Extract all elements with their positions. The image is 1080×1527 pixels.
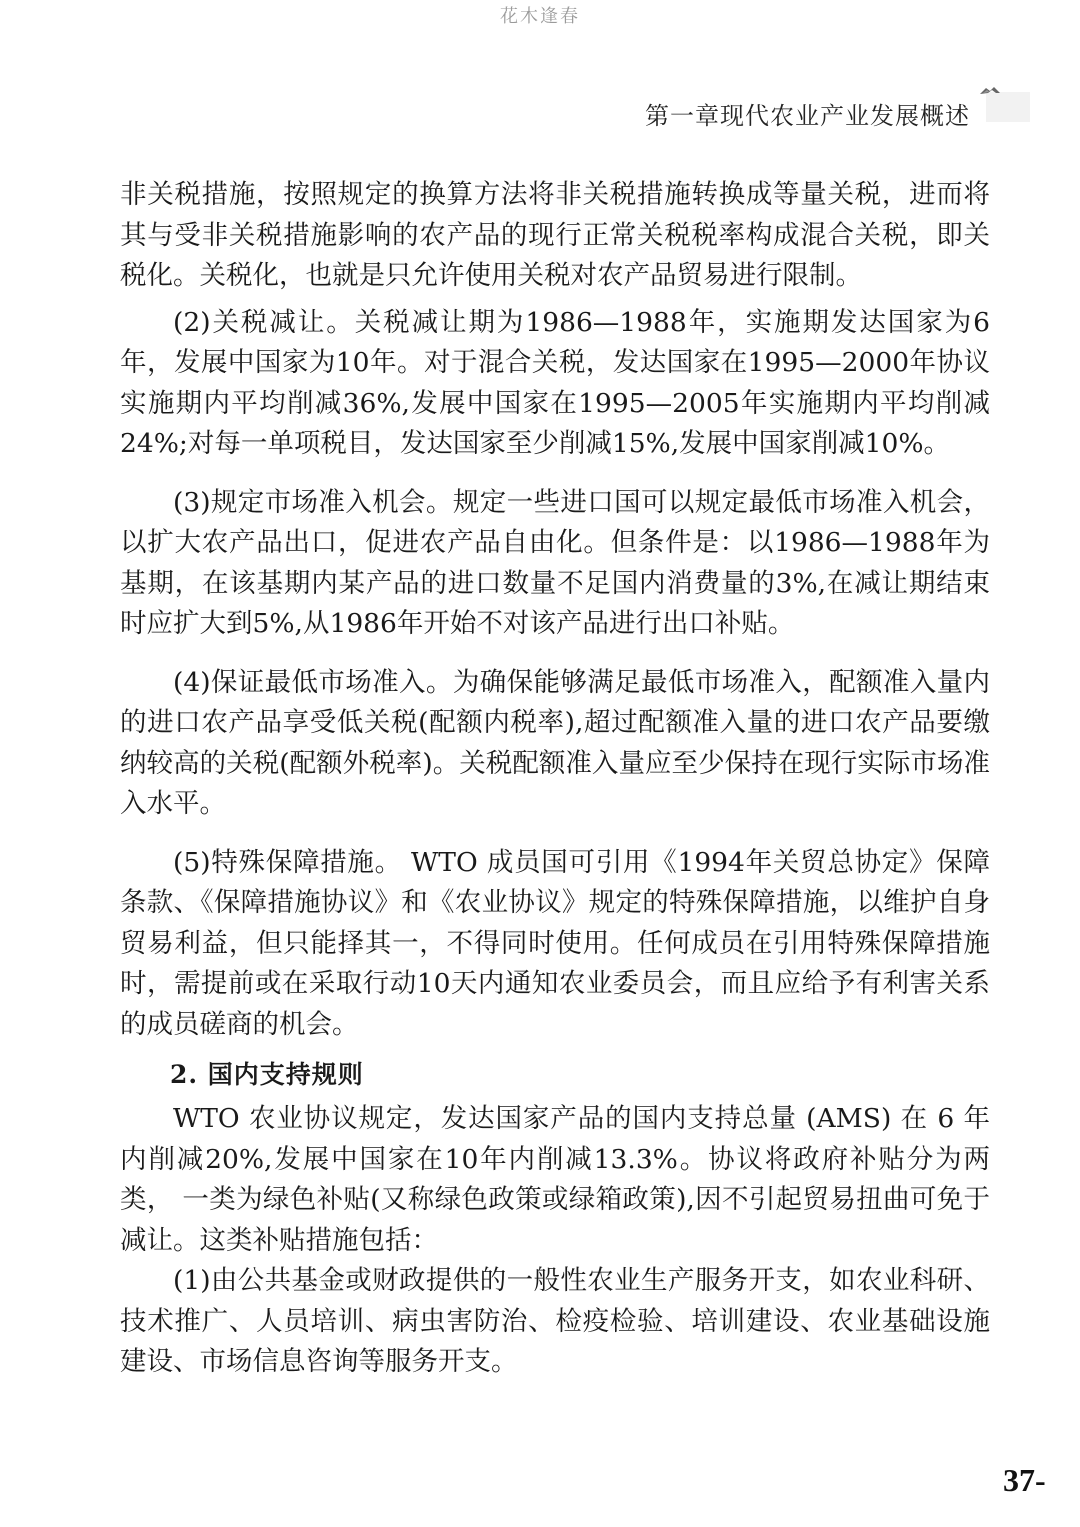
mountain-ornament-icon bbox=[978, 84, 1032, 124]
paragraph-minimum-market-access: (4)保证最低市场准入。为确保能够满足最低市场准入，配额准入量内的进口农产品享受低关税(配额内税率),超过配额准入量的进口农产品要缴纳较高的关税(配额外税率)。关税配额准入量应至少保持在现行实际市场准入水平。 bbox=[120, 666, 990, 819]
running-header: 第一章现代农业产业发展概述 bbox=[645, 102, 970, 130]
page-body bbox=[120, 175, 990, 1383]
section-heading: 2. 国内支持规则 bbox=[170, 1060, 364, 1089]
page-number: 37- bbox=[1003, 1462, 1046, 1498]
paragraph-market-access-opportunity: (3)规定市场准入机会。规定一些进口国可以规定最低市场准入机会，以扩大农产品出口，促进农产品自由化。但条件是：以1986—1988年为基期，在该基期内某产品的进口数量不足国内消费量的3%,在减让期结束时应扩大到5%,从1986年开始不对该产品进行出口补贴。 bbox=[120, 486, 990, 639]
paragraph-domestic-support: WTO 农业协议规定，发达国家产品的国内支持总量 (AMS) 在 6 年内削减20%,发展中国家在10年内削减13.3%。协议将政府补贴分为两类， 一类为绿色补贴(又称绿色政策或绿箱政策),因不引起贸易扭曲可免于减让。这类补贴措施包括： bbox=[120, 1103, 990, 1256]
paragraph-tariff-reduction: (2)关税减让。关税减让期为1986—1988年，实施期发达国家为6年，发展中国家为10年。对于混合关税，发达国家在1995—2000年协议实施期内平均削减36%,发展中国家在1995—2005年实施期内平均削减24%;对每一单项税目，发达国家至少削减15%,发展中国家削减10%。 bbox=[120, 306, 990, 459]
paragraph-general-services: (1)由公共基金或财政提供的一般性农业生产服务开支，如农业科研、技术推广、人员培训、病虫害防治、检疫检验、培训建设、农业基础设施建设、市场信息咨询等服务开支。 bbox=[120, 1265, 990, 1377]
watermark-text: 花木逢春 bbox=[500, 6, 580, 27]
paragraph-tariffication: 非关税措施，按照规定的换算方法将非关税措施转换成等量关税，进而将其与受非关税措施影响的农产品的现行正常关税税率构成混合关税，即关税化。关税化，也就是只允许使用关税对农产品贸易进行限制。 bbox=[120, 179, 990, 291]
paragraph-special-safeguards: (5)特殊保障措施。 WTO 成员国可引用《1994年关贸总协定》保障条款、《保障措施协议》和《农业协议》规定的特殊保障措施，以维护自身贸易利益，但只能择其一，不得同时使用。任何成员在引用特殊保障措施时，需提前或在采取行动10天内通知农业委员会，而且应给予有利害关系的成员磋商的机会。 bbox=[120, 846, 990, 1040]
